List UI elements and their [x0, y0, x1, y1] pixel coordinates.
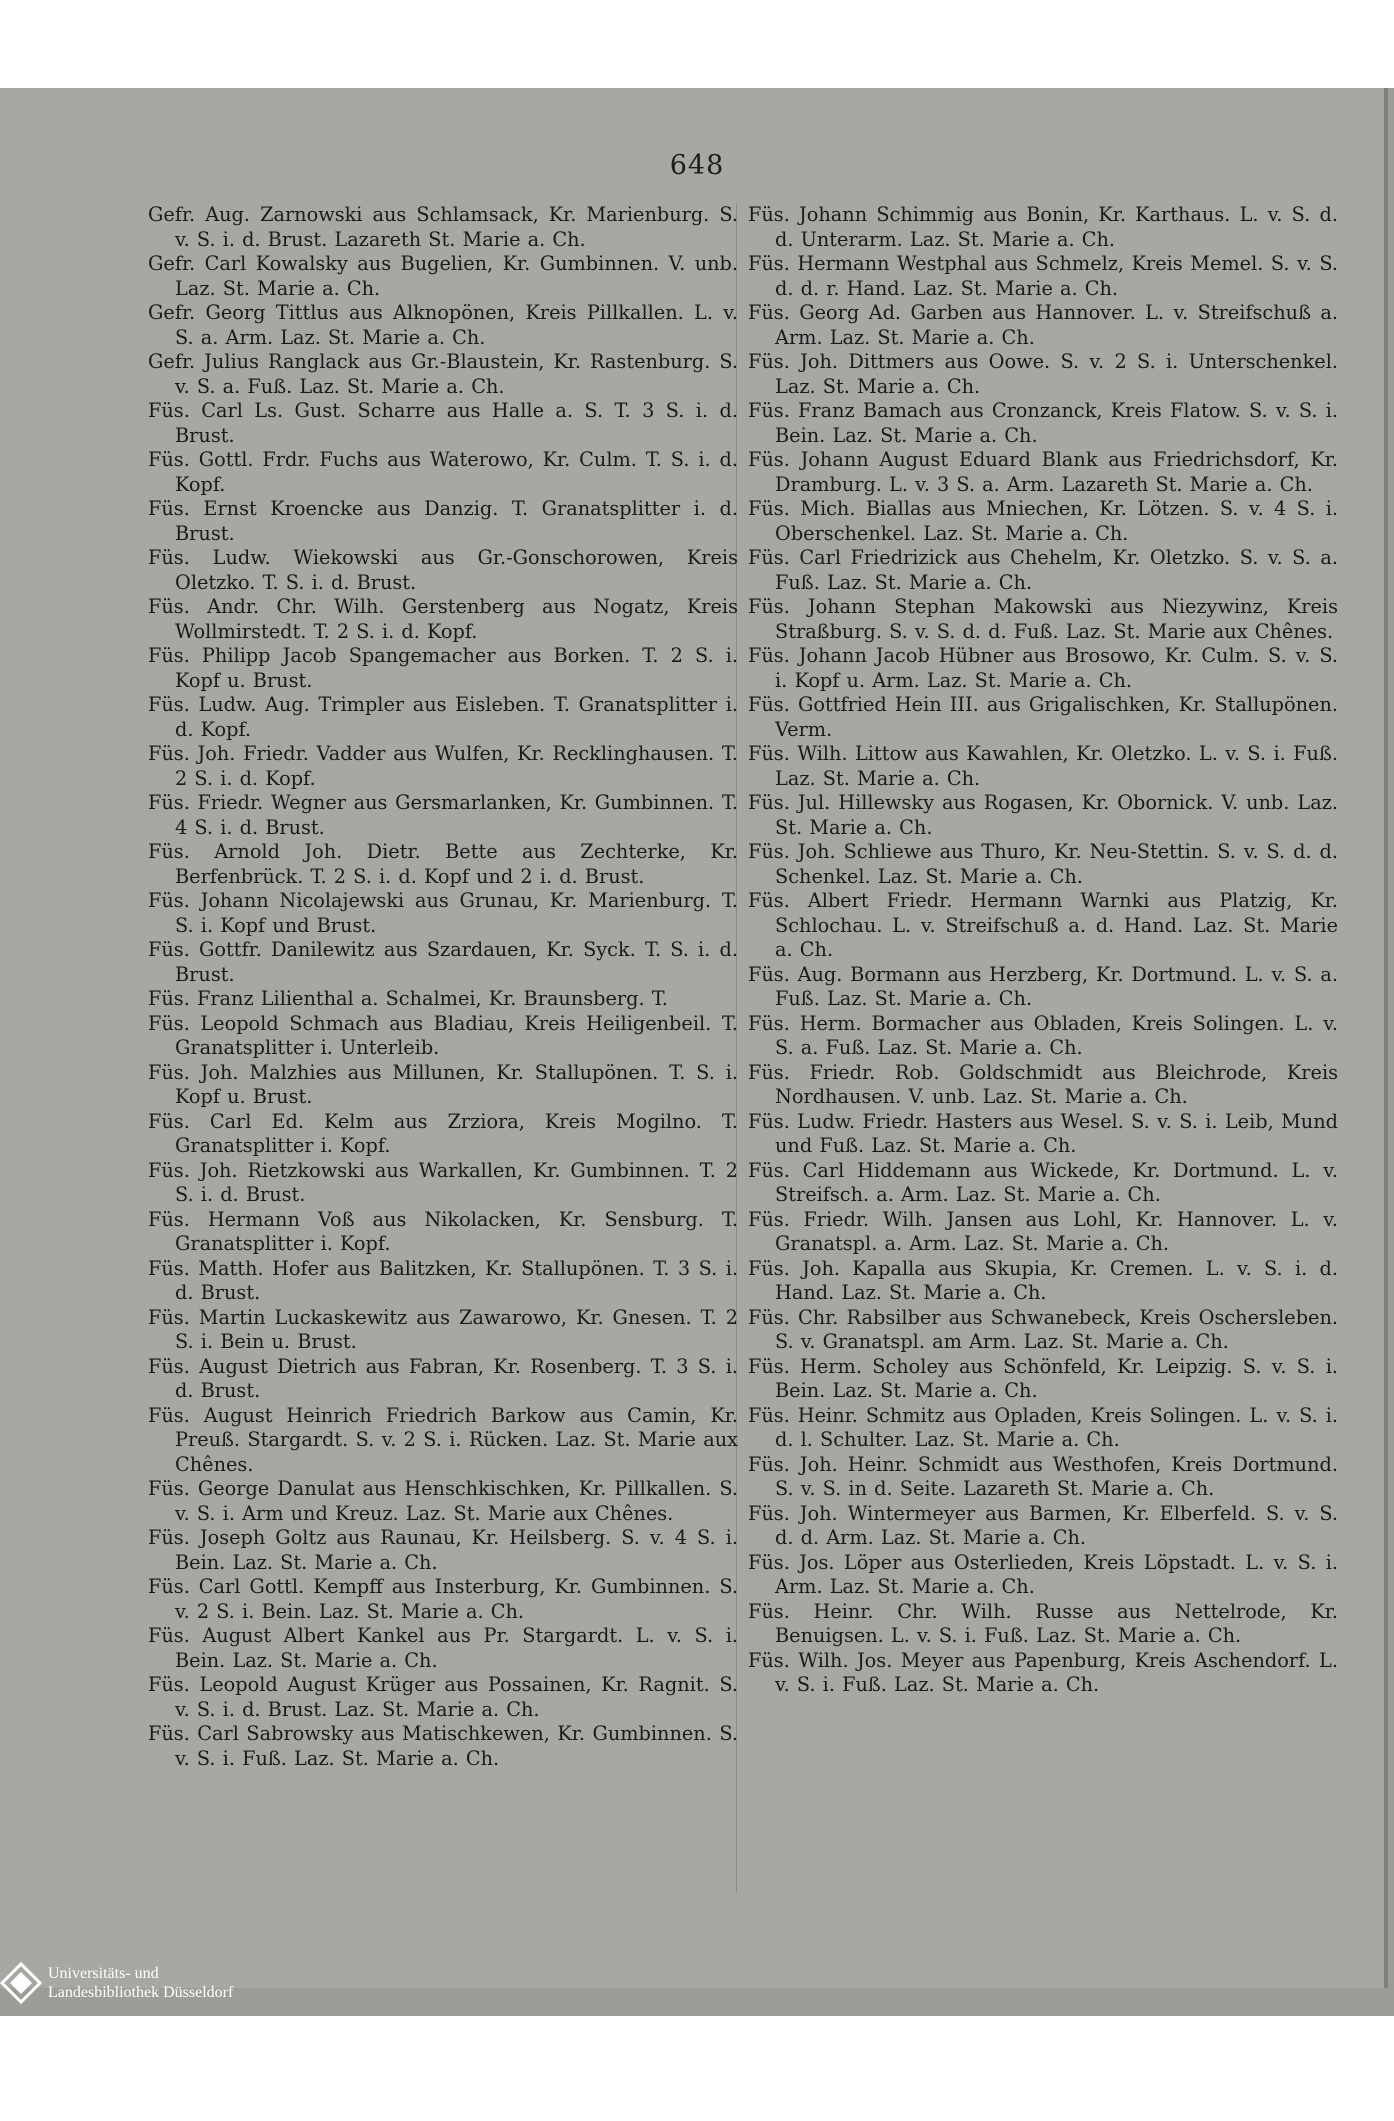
casualty-entry: Füs. Hermann Westphal aus Schmelz, Kreis Memel. S. v. S. d. d. r. Hand. Laz. St. Marie a. Ch.: [748, 252, 1338, 300]
casualty-entry: Füs. Jos. Löper aus Osterlieden, Kreis Löpstadt. L. v. S. i. Arm. Laz. St. Marie a. Ch.: [748, 1550, 1338, 1598]
casualty-entry: Gefr. Aug. Zarnowski aus Schlamsack, Kr. Marienburg. S. v. S. i. d. Brust. Lazareth St. Marie a. Ch.: [148, 203, 738, 251]
casualty-entry: Füs. Carl Gottl. Kempff aus Insterburg, Kr. Gumbinnen. S. v. 2 S. i. Bein. Laz. St. Marie a. Ch.: [148, 1575, 738, 1623]
casualty-entry: Füs. Joh. Kapalla aus Skupia, Kr. Cremen. L. v. S. i. d. Hand. Laz. St. Marie a. Ch.: [748, 1256, 1338, 1304]
casualty-entry: Füs. Johann Schimmig aus Bonin, Kr. Karthaus. L. v. S. d. d. Unterarm. Laz. St. Marie a. Ch.: [748, 203, 1338, 251]
casualty-entry: Gefr. Georg Tittlus aus Alknopönen, Kreis Pillkallen. L. v. S. a. Arm. Laz. St. Marie a. Ch.: [148, 301, 738, 349]
casualty-entry: Füs. Arnold Joh. Dietr. Bette aus Zechterke, Kr. Berfenbrück. T. 2 S. i. d. Kopf und 2 i. d. Brust.: [148, 840, 738, 888]
casualty-entry: Füs. Wilh. Jos. Meyer aus Papenburg, Kreis Aschendorf. L. v. S. i. Fuß. Laz. St. Marie a. Ch.: [748, 1648, 1338, 1696]
casualty-entry: Füs. Joh. Schliewe aus Thuro, Kr. Neu-Stettin. S. v. S. d. d. Schenkel. Laz. St. Marie a. Ch.: [748, 840, 1338, 888]
library-name-line-2: Landesbibliothek Düsseldorf: [48, 1984, 234, 2001]
casualty-entry: Füs. Joh. Malzhies aus Millunen, Kr. Stallupönen. T. S. i. Kopf u. Brust.: [148, 1060, 738, 1108]
casualty-entry: Füs. Albert Friedr. Hermann Warnki aus Platzig, Kr. Schlochau. L. v. Streifschuß a. d. Hand. Laz. St. Marie a. Ch.: [748, 889, 1338, 961]
scanned-page-frame: [0, 88, 1394, 2016]
casualty-entry: Füs. Johann Stephan Makowski aus Niezywinz, Kreis Straßburg. S. v. S. d. d. Fuß. Laz. St. Marie aux Chênes.: [748, 595, 1338, 643]
casualty-entry: Füs. Leopold August Krüger aus Possainen, Kr. Ragnit. S. v. S. i. d. Brust. Laz. St. Marie a. Ch.: [148, 1673, 738, 1721]
casualty-entry: Füs. Gottl. Frdr. Fuchs aus Waterowo, Kr. Culm. T. S. i. d. Kopf.: [148, 448, 738, 496]
casualty-entry: Füs. Friedr. Rob. Goldschmidt aus Bleichrode, Kreis Nordhausen. V. unb. Laz. St. Marie a. Ch.: [748, 1060, 1338, 1108]
casualty-entry: Füs. Friedr. Wegner aus Gersmarlanken, Kr. Gumbinnen. T. 4 S. i. d. Brust.: [148, 791, 738, 839]
casualty-entry: Füs. Ludw. Aug. Trimpler aus Eisleben. T. Granatsplitter i. d. Kopf.: [148, 693, 738, 741]
casualty-entry: Füs. Herm. Scholey aus Schönfeld, Kr. Leipzig. S. v. S. i. Bein. Laz. St. Marie a. Ch.: [748, 1354, 1338, 1402]
casualty-entry: Füs. Johann Nicolajewski aus Grunau, Kr. Marienburg. T. S. i. Kopf und Brust.: [148, 889, 738, 937]
ulb-diamond-logo-icon: [0, 1962, 42, 2004]
library-name-line-1: Universitäts- und: [48, 1965, 159, 1982]
library-footer: [0, 1962, 233, 2004]
casualty-entry: Füs. Carl Friedrizick aus Chehelm, Kr. Oletzko. S. v. S. a. Fuß. Laz. St. Marie a. Ch.: [748, 546, 1338, 594]
casualty-entry: Füs. Martin Luckaskewitz aus Zawarowo, Kr. Gnesen. T. 2 S. i. Bein u. Brust.: [148, 1305, 738, 1353]
casualty-entry: Füs. Gottfried Hein III. aus Grigalischken, Kr. Stallupönen. Verm.: [748, 693, 1338, 741]
casualty-entry: Füs. Mich. Biallas aus Mniechen, Kr. Lötzen. S. v. 4 S. i. Oberschenkel. Laz. St. Marie a. Ch.: [748, 497, 1338, 545]
casualty-entry: Füs. Philipp Jacob Spangemacher aus Borken. T. 2 S. i. Kopf u. Brust.: [148, 644, 738, 692]
casualty-entry: Füs. Heinr. Schmitz aus Opladen, Kreis Solingen. L. v. S. i. d. l. Schulter. Laz. St. Marie a. Ch.: [748, 1403, 1338, 1451]
casualty-entry: Füs. Friedr. Wilh. Jansen aus Lohl, Kr. Hannover. L. v. Granatspl. a. Arm. Laz. St. Marie a. Ch.: [748, 1207, 1338, 1255]
casualty-entry: Füs. Aug. Bormann aus Herzberg, Kr. Dortmund. L. v. S. a. Fuß. Laz. St. Marie a. Ch.: [748, 962, 1338, 1010]
casualty-entry: Füs. Carl Ed. Kelm aus Zrziora, Kreis Mogilno. T. Granatsplitter i. Kopf.: [148, 1109, 738, 1157]
casualty-entry: Füs. Franz Bamach aus Cronzanck, Kreis Flatow. S. v. S. i. Bein. Laz. St. Marie a. Ch.: [748, 399, 1338, 447]
casualty-entry: Füs. Carl Hiddemann aus Wickede, Kr. Dortmund. L. v. Streifsch. a. Arm. Laz. St. Marie a. Ch.: [748, 1158, 1338, 1206]
casualty-entry: Füs. Franz Lilienthal a. Schalmei, Kr. Braunsberg. T.: [148, 987, 668, 1010]
casualty-entry: Füs. Carl Sabrowsky aus Matischkewen, Kr. Gumbinnen. S. v. S. i. Fuß. Laz. St. Marie a. Ch.: [148, 1722, 738, 1770]
casualty-entry: Füs. Gottfr. Danilewitz aus Szardauen, Kr. Syck. T. S. i. d. Brust.: [148, 938, 738, 986]
casualty-entry: Füs. Joh. Rietzkowski aus Warkallen, Kr. Gumbinnen. T. 2 S. i. d. Brust.: [148, 1158, 738, 1206]
casualty-entry: Gefr. Carl Kowalsky aus Bugelien, Kr. Gumbinnen. V. unb. Laz. St. Marie a. Ch.: [148, 252, 738, 300]
casualty-entry: Füs. Chr. Rabsilber aus Schwanebeck, Kreis Oschersleben. S. v. Granatspl. am Arm. Laz. St. Marie a. Ch.: [748, 1305, 1338, 1353]
casualty-entry: Gefr. Julius Ranglack aus Gr.-Blaustein, Kr. Rastenburg. S. v. S. a. Fuß. Laz. St. Marie a. Ch.: [148, 350, 738, 398]
casualty-entry: Füs. Joh. Dittmers aus Oowe. S. v. 2 S. i. Unterschenkel. Laz. St. Marie a. Ch.: [748, 350, 1338, 398]
casualty-entry: Füs. Wilh. Littow aus Kawahlen, Kr. Oletzko. L. v. S. i. Fuß. Laz. St. Marie a. Ch.: [748, 742, 1338, 790]
casualty-entry: Füs. Andr. Chr. Wilh. Gerstenberg aus Nogatz, Kreis Wollmirstedt. T. 2 S. i. d. Kopf.: [148, 595, 738, 643]
casualty-entry: Füs. Georg Ad. Garben aus Hannover. L. v. Streifschuß a. Arm. Laz. St. Marie a. Ch.: [748, 301, 1338, 349]
casualty-entry: Füs. Leopold Schmach aus Bladiau, Kreis Heiligenbeil. T. Granatsplitter i. Unterleib.: [148, 1011, 738, 1059]
left-column: [148, 203, 738, 1771]
casualty-entry: Füs. Hermann Voß aus Nikolacken, Kr. Sensburg. T. Granatsplitter i. Kopf.: [148, 1207, 738, 1255]
library-name: [48, 1964, 233, 2002]
casualty-entry: Füs. George Danulat aus Henschkischken, Kr. Pillkallen. S. v. S. i. Arm und Kreuz. Laz. St. Marie aux Chênes.: [148, 1477, 738, 1525]
casualty-entry: Füs. Johann Jacob Hübner aus Brosowo, Kr. Culm. S. v. S. i. Kopf u. Arm. Laz. St. Marie a. Ch.: [748, 644, 1338, 692]
casualty-entry: Füs. Joh. Friedr. Vadder aus Wulfen, Kr. Recklinghausen. T. 2 S. i. d. Kopf.: [148, 742, 738, 790]
casualty-entry: Füs. Joseph Goltz aus Raunau, Kr. Heilsberg. S. v. 4 S. i. Bein. Laz. St. Marie a. Ch.: [148, 1526, 738, 1574]
casualty-entry: Füs. Ludw. Wiekowski aus Gr.-Gonschorowen, Kreis Oletzko. T. S. i. d. Brust.: [148, 546, 738, 594]
casualty-entry: Füs. Ludw. Friedr. Hasters aus Wesel. S. v. S. i. Leib, Mund und Fuß. Laz. St. Marie a. Ch.: [748, 1109, 1338, 1157]
casualty-entry: Füs. August Heinrich Friedrich Barkow aus Camin, Kr. Preuß. Stargardt. S. v. 2 S. i. Rücken. Laz. St. Marie aux Chênes.: [148, 1403, 738, 1476]
right-column: [748, 203, 1338, 1698]
casualty-entry: Füs. Matth. Hofer aus Balitzken, Kr. Stallupönen. T. 3 S. i. d. Brust.: [148, 1256, 738, 1304]
casualty-entry: Füs. August Albert Kankel aus Pr. Stargardt. L. v. S. i. Bein. Laz. St. Marie a. Ch.: [148, 1624, 738, 1672]
page-number: 648: [669, 150, 725, 181]
casualty-entry: Füs. Johann August Eduard Blank aus Friedrichsdorf, Kr. Dramburg. L. v. 3 S. a. Arm. Lazareth St. Marie a. Ch.: [748, 448, 1338, 496]
casualty-entry: Füs. Joh. Heinr. Schmidt aus Westhofen, Kreis Dortmund. S. v. S. in d. Seite. Lazareth St. Marie a. Ch.: [748, 1452, 1338, 1500]
casualty-entry: Füs. August Dietrich aus Fabran, Kr. Rosenberg. T. 3 S. i. d. Brust.: [148, 1354, 738, 1402]
book-page: [0, 88, 1388, 1988]
casualty-entry: Füs. Joh. Wintermeyer aus Barmen, Kr. Elberfeld. S. v. S. d. d. Arm. Laz. St. Marie a. Ch.: [748, 1501, 1338, 1549]
casualty-entry: Füs. Carl Ls. Gust. Scharre aus Halle a. S. T. 3 S. i. d. Brust.: [148, 399, 738, 447]
casualty-entry: Füs. Heinr. Chr. Wilh. Russe aus Nettelrode, Kr. Benuigsen. L. v. S. i. Fuß. Laz. St. Marie a. Ch.: [748, 1599, 1338, 1647]
casualty-entry: Füs. Jul. Hillewsky aus Rogasen, Kr. Obornick. V. unb. Laz. St. Marie a. Ch.: [748, 791, 1338, 839]
casualty-entry: Füs. Herm. Bormacher aus Obladen, Kreis Solingen. L. v. S. a. Fuß. Laz. St. Marie a. Ch.: [748, 1011, 1338, 1059]
casualty-entry: Füs. Ernst Kroencke aus Danzig. T. Granatsplitter i. d. Brust.: [148, 497, 738, 545]
